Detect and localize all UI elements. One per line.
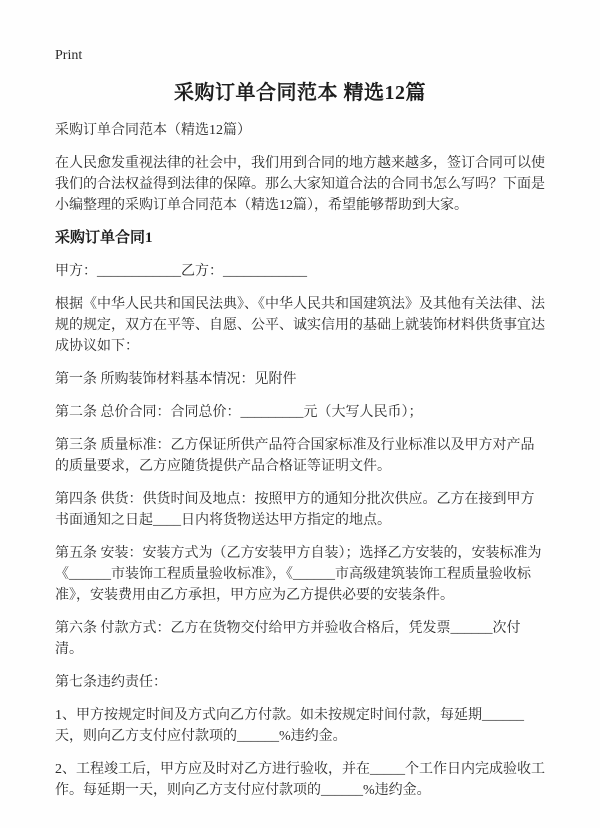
clause-6: 第六条 付款方式：乙方在货物交付给甲方并验收合格后，凭发票______次付清。 (55, 621, 521, 657)
print-button[interactable]: Print (55, 48, 83, 63)
parties-line: 甲方：____________乙方：____________ (55, 264, 307, 279)
breach-item-2: 2、工程竣工后，甲方应及时对乙方进行验收，并在_____个工作日内完成验收工作。每延期一天，则向乙方支付应付款项的______%违约金。 (55, 762, 545, 798)
contract-section-heading: 采购订单合同1 (55, 230, 153, 246)
page-title: 采购订单合同范本 精选12篇 (174, 82, 426, 104)
clause-5: 第五条 安装：安装方式为（乙方安装甲方自装）；选择乙方安装的，安装标准为《______市装饰工程质量验收标准》，《______市高级建筑装饰工程质量验收标准》，安装费用由乙方承担，甲方应为乙方提供必要的安装条件。 (55, 546, 542, 603)
clause-4: 第四条 供货：供货时间及地点：按照甲方的通知分批次供应。乙方在接到甲方书面通知之日起____日内将货物送达甲方指定的地点。 (55, 492, 535, 528)
clause-2: 第二条 总价合同：合同总价：_________元（大写人民币）； (55, 405, 423, 420)
clause-7-heading: 第七条违约责任： (55, 675, 167, 690)
intro-paragraph: 在人民愈发重视法律的社会中，我们用到合同的地方越来越多，签订合同可以使我们的合法权益得到法律的保障。那么大家知道合法的合同书怎么写吗？下面是小编整理的采购订单合同范本（精选12篇），希望能够帮助到大家。 (55, 156, 545, 213)
legal-basis-paragraph: 根据《中华人民共和国民法典》、《中华人民共和国建筑法》及其他有关法律、法规的规定，双方在平等、自愿、公平、诚实信用的基础上就装饰材料供货事宜达成协议如下： (55, 297, 545, 354)
clause-1: 第一条 所购装饰材料基本情况：见附件 (55, 372, 297, 387)
doc-subtitle: 采购订单合同范本（精选12篇） (55, 123, 251, 138)
clause-3: 第三条 质量标准：乙方保证所供产品符合国家标准及行业标准以及甲方对产品的质量要求，乙方应随货提供产品合格证等证明文件。 (55, 438, 535, 474)
breach-item-1: 1、甲方按规定时间及方式向乙方付款。如未按规定时间付款，每延期______天，则向乙方支付应付款项的______%违约金。 (55, 708, 524, 744)
